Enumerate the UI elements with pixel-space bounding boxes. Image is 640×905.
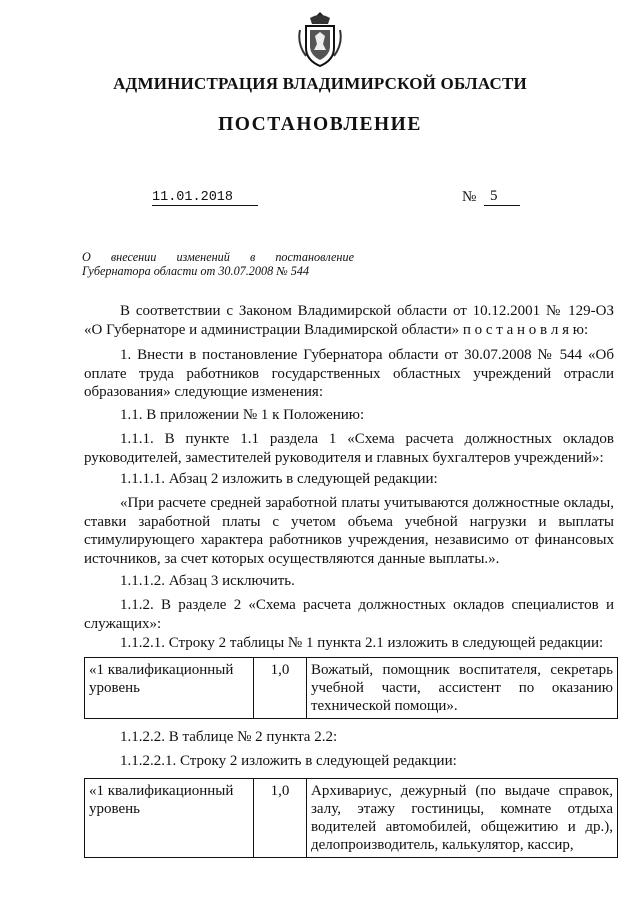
coefficient-cell: 1,0 — [254, 658, 307, 719]
table-row — [85, 658, 618, 719]
quoted-paragraph: «При расчете средней заработной платы учитываются должностные оклады, ставки заработной платы с учетом объема учебной нагрузки и выплаты стимулирующего характера работников учреждения, независимо от финансовых источников, за счет которых осуществляются данные выплаты.». — [84, 495, 614, 567]
subject-word: изменений — [176, 250, 230, 264]
qualification-level-cell: «1 квалификационный уровень — [85, 658, 254, 719]
paragraph-1-1: 1.1. В приложении № 1 к Положению: — [120, 407, 365, 423]
organization-title: АДМИНИСТРАЦИЯ ВЛАДИМИРСКОЙ ОБЛАСТИ — [113, 74, 527, 93]
paragraph-1-1-2-2-1: 1.1.2.2.1. Строку 2 изложить в следующей редакции: — [120, 753, 457, 769]
subject-word: постановление — [275, 250, 354, 264]
subject-word: в — [249, 250, 256, 264]
paragraph-1: 1. Внести в постановление Губернатора области от 30.07.2008 № 544 «Об оплате труда работников государственных областных учреждений отрасли образования» следующие изменения: — [84, 347, 614, 400]
paragraph-1-1-2-1: 1.1.2.1. Строку 2 таблицы № 1 пункта 2.1 изложить в следующей редакции: — [120, 635, 604, 651]
qualification-level-cell: «1 квалификационный уровень — [85, 779, 254, 858]
document-type: ПОСТАНОВЛЕНИЕ — [218, 114, 422, 135]
document-number-label: № — [462, 189, 477, 205]
coefficient-cell: 1,0 — [254, 779, 307, 858]
table-row-2-table-1 — [84, 657, 618, 719]
table-row-2-table-2 — [84, 778, 618, 858]
positions-cell: Архивариус, дежурный (по выдаче справок, залу, этажу гостиницы, комнате отдыха водителей автомобилей, общежитию и др.), делопроизводитель, калькулятор, кассир, — [307, 779, 618, 858]
document-date: 11.01.2018 — [152, 190, 258, 206]
document-number: 5 — [484, 188, 520, 206]
subject-line-2: Губернатора области от 30.07.2008 № 544 — [82, 264, 310, 278]
subject-word: О — [82, 250, 91, 264]
paragraph-1-1-1: 1.1.1. В пункте 1.1 раздела 1 «Схема расчета должностных окладов руководителей, заместителей руководителя и главных бухгалтеров учреждений»: — [84, 431, 614, 466]
positions-cell: Вожатый, помощник воспитателя, секретарь учебной части, ассистент по оказанию технической помощи». — [307, 658, 618, 719]
paragraph-preamble: В соответствии с Законом Владимирской области от 10.12.2001 № 129-ОЗ «О Губернаторе и администрации Владимирской области» п о с т а н о в л я ю: — [84, 303, 614, 338]
paragraph-1-1-2-2: 1.1.2.2. В таблице № 2 пункта 2.2: — [120, 729, 338, 745]
table-row — [85, 779, 618, 858]
paragraph-1-1-1-1: 1.1.1.1. Абзац 2 изложить в следующей редакции: — [120, 471, 438, 487]
paragraph-1-1-2: 1.1.2. В разделе 2 «Схема расчета должностных окладов специалистов и служащих»: — [84, 597, 614, 632]
paragraph-1-1-1-2: 1.1.1.2. Абзац 3 исключить. — [120, 573, 295, 589]
document-body — [84, 0, 614, 905]
subject-word: внесении — [110, 250, 157, 264]
